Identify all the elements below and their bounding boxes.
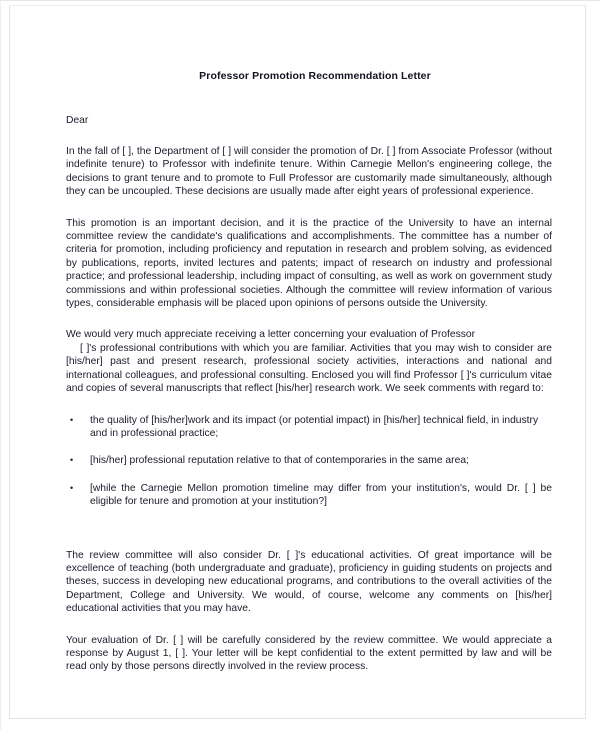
comment-criteria-list <box>64 414 552 509</box>
paragraph-request-rest: [ ]'s professional contributions with which you are familiar. Activities that you may wish to consider are [his/her] past and present research, professional society activities, interactions and national and international colleagues, and professional consulting. Enclosed you will find Professor [ ]'s curriculum vitae and copies of several manuscripts that reflect [his/her] research work. We seek comments with regard to: <box>66 342 552 395</box>
page-title: Professor Promotion Recommendation Letter <box>199 70 431 82</box>
document-sheet <box>9 5 586 719</box>
document-body <box>64 70 552 692</box>
bullet-point-icon: • <box>70 455 74 466</box>
list-bottom-spacer <box>64 527 552 549</box>
list-item-label: [his/her] professional reputation relative to that of contemporaries in the same area; <box>90 455 469 467</box>
paragraph-closing-deadline: Your evaluation of Dr. [ ] will be carefully considered by the review committee. We would appreciate a response by August 1, [ ]. Your letter will be kept confidential to the extent permitted by law and will be read only by those persons directly involved in the review process. <box>66 634 552 673</box>
list-item <box>64 482 552 509</box>
bullet-point-icon: • <box>70 414 74 425</box>
salutation-line: Dear <box>66 115 89 126</box>
paragraph-request-line1: We would very much appreciate receiving a letter concerning your evaluation of Professor <box>66 329 476 341</box>
paragraph-committee-criteria: This promotion is an important decision, and it is the practice of the University to have an internal committee review the candidate's qualifications and accomplishments. The committee has a number of criteria for promotion, including proficiency and reputation in research and problem solving, as evidenced by publications, reports, invited lectures and patents; impact of research on industry and professional practice; and professional leadership, including impact of consulting, as well as work on government study commissions and within professional societies. Although the committee will review information of various types, considerable emphasis will be placed upon opinions of persons outside the University. <box>66 217 552 310</box>
list-item <box>64 414 552 441</box>
paragraph-intro: In the fall of [ ], the Department of [ ] will consider the promotion of Dr. [ ] from Associate Professor (without indefinite tenure) to Professor with indefinite tenure. Within Carnegie Mellon's engineering college, the decisions to grant tenure and to promote to Full Professor are customarily made simultaneously, although they can be uncoupled. These decisions are usually made after eight years of professional experience. <box>66 146 552 198</box>
paragraph-request-evaluation <box>64 328 552 395</box>
paragraph-educational-activities: The review committee will also consider Dr. [ ]'s educational activities. Of great importance will be excellence of teaching (both undergraduate and graduate), proficiency in guiding students on projects and theses, success in developing new educational programs, and contributions to the overall activities of the Department, College and University. We would, of course, welcome any comments on [his/her] educational activities that you may have. <box>66 549 552 615</box>
bullet-point-icon: • <box>70 482 74 493</box>
list-item-label: [while the Carnegie Mellon promotion timeline may differ from your institution's, would Dr. [ ] be eligible for tenure and promotion at your institution?] <box>90 482 552 508</box>
list-item <box>64 454 552 467</box>
list-item-label: the quality of [his/her]work and its impact (or potential impact) in [his/her] technical field, in industry and in professional practice; <box>90 414 539 439</box>
